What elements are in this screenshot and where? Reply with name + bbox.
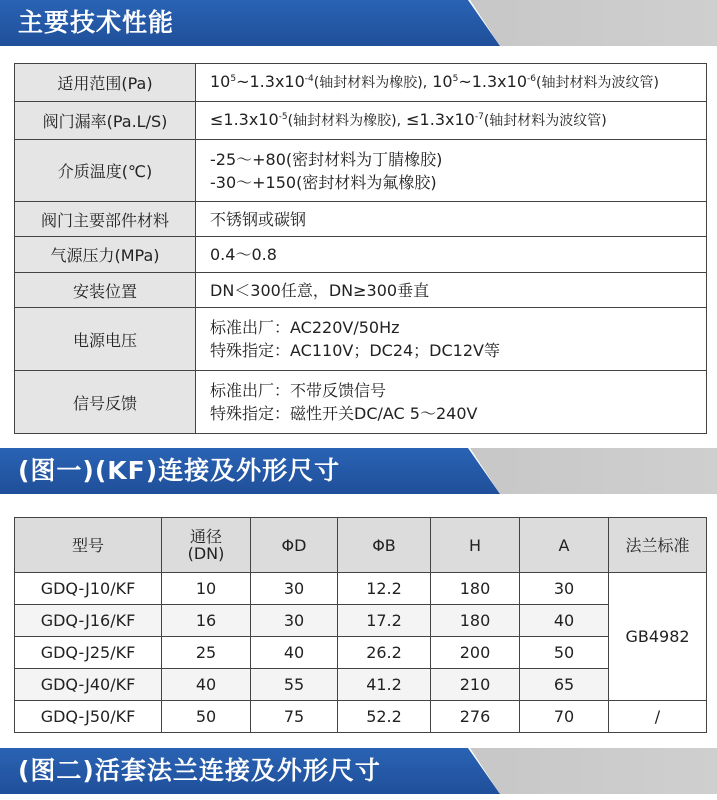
cell-phi-d: 30 [251, 605, 338, 637]
spec-value: DN＜300任意，DN≥300垂直 [196, 273, 707, 308]
spec-row-install-position [15, 273, 707, 308]
cell-dn: 25 [162, 637, 251, 669]
header-phi-b: ΦB [338, 518, 431, 573]
header-model: 型号 [15, 518, 162, 573]
cell-phi-d: 75 [251, 701, 338, 733]
specs-table [14, 63, 707, 434]
cell-flange-standard-group: GB4982 [609, 573, 707, 701]
table-row [15, 669, 707, 701]
cell-dn: 16 [162, 605, 251, 637]
table-header-row [15, 518, 707, 573]
specs-banner [0, 0, 717, 46]
cell-model: GDQ-J50/KF [15, 701, 162, 733]
cell-h: 210 [431, 669, 520, 701]
cell-a: 65 [520, 669, 609, 701]
cell-h: 276 [431, 701, 520, 733]
kf-dimensions-table [14, 517, 707, 733]
cell-h: 180 [431, 605, 520, 637]
spec-row-air-pressure [15, 237, 707, 273]
spec-value: 不锈钢或碳钢 [196, 202, 707, 237]
cell-dn: 40 [162, 669, 251, 701]
cell-dn: 10 [162, 573, 251, 605]
cell-a: 50 [520, 637, 609, 669]
spec-label: 信号反馈 [15, 371, 196, 434]
spec-value: $10^5\sim 1.3x10^{-4}$(轴封材料为橡胶), $10^5\sim 1.3x10^{-6}$(轴封材料为波纹管) [196, 64, 707, 102]
cell-phi-d: 30 [251, 573, 338, 605]
spec-label: 适用范围(Pa) [15, 64, 196, 102]
cell-model: GDQ-J16/KF [15, 605, 162, 637]
cell-a: 70 [520, 701, 609, 733]
header-h: H [431, 518, 520, 573]
specs-banner-title: 主要技术性能 [18, 8, 175, 37]
cell-phi-b: 52.2 [338, 701, 431, 733]
kf-banner-title: (图一)(KF)连接及外形尺寸 [18, 456, 341, 485]
flange-banner-title: (图二)活套法兰连接及外形尺寸 [18, 756, 381, 785]
cell-h: 180 [431, 573, 520, 605]
header-flange-standard: 法兰标准 [609, 518, 707, 573]
cell-dn: 50 [162, 701, 251, 733]
spec-label: 介质温度(℃) [15, 140, 196, 202]
spec-row-material [15, 202, 707, 237]
cell-flange-standard: / [609, 701, 707, 733]
flange-banner [0, 748, 717, 794]
cell-model: GDQ-J40/KF [15, 669, 162, 701]
spec-row-power-voltage [15, 308, 707, 371]
spec-value: 标准出厂：AC220V/50Hz 特殊指定：AC110V；DC24；DC12V等 [196, 308, 707, 371]
spec-value: 标准出厂：不带反馈信号 特殊指定：磁性开关DC/AC 5～240V [196, 371, 707, 434]
spec-value: $\le 1.3x10^{-5}$(轴封材料为橡胶), $\le 1.3x10^{-7}$(轴封材料为波纹管) [196, 102, 707, 140]
cell-phi-b: 26.2 [338, 637, 431, 669]
header-dn: 通径 (DN) [162, 518, 251, 573]
cell-model: GDQ-J10/KF [15, 573, 162, 605]
header-a: A [520, 518, 609, 573]
spec-row-pressure-range [15, 64, 707, 102]
spec-row-signal-feedback [15, 371, 707, 434]
spec-label: 安装位置 [15, 273, 196, 308]
cell-phi-d: 55 [251, 669, 338, 701]
spec-value: -25～+80(密封材料为丁腈橡胶) -30～+150(密封材料为氟橡胶) [196, 140, 707, 202]
cell-phi-b: 17.2 [338, 605, 431, 637]
cell-phi-d: 40 [251, 637, 338, 669]
cell-model: GDQ-J25/KF [15, 637, 162, 669]
spec-row-medium-temp [15, 140, 707, 202]
kf-banner [0, 448, 717, 494]
cell-a: 30 [520, 573, 609, 605]
spec-label: 阀门主要部件材料 [15, 202, 196, 237]
spec-label: 阀门漏率(Pa.L/S) [15, 102, 196, 140]
cell-phi-b: 41.2 [338, 669, 431, 701]
spec-label: 气源压力(MPa) [15, 237, 196, 273]
spec-value: 0.4～0.8 [196, 237, 707, 273]
cell-h: 200 [431, 637, 520, 669]
table-row [15, 573, 707, 605]
table-row [15, 701, 707, 733]
cell-a: 40 [520, 605, 609, 637]
header-phi-d: ΦD [251, 518, 338, 573]
table-row [15, 637, 707, 669]
cell-phi-b: 12.2 [338, 573, 431, 605]
spec-label: 电源电压 [15, 308, 196, 371]
spec-row-leak-rate [15, 102, 707, 140]
table-row [15, 605, 707, 637]
